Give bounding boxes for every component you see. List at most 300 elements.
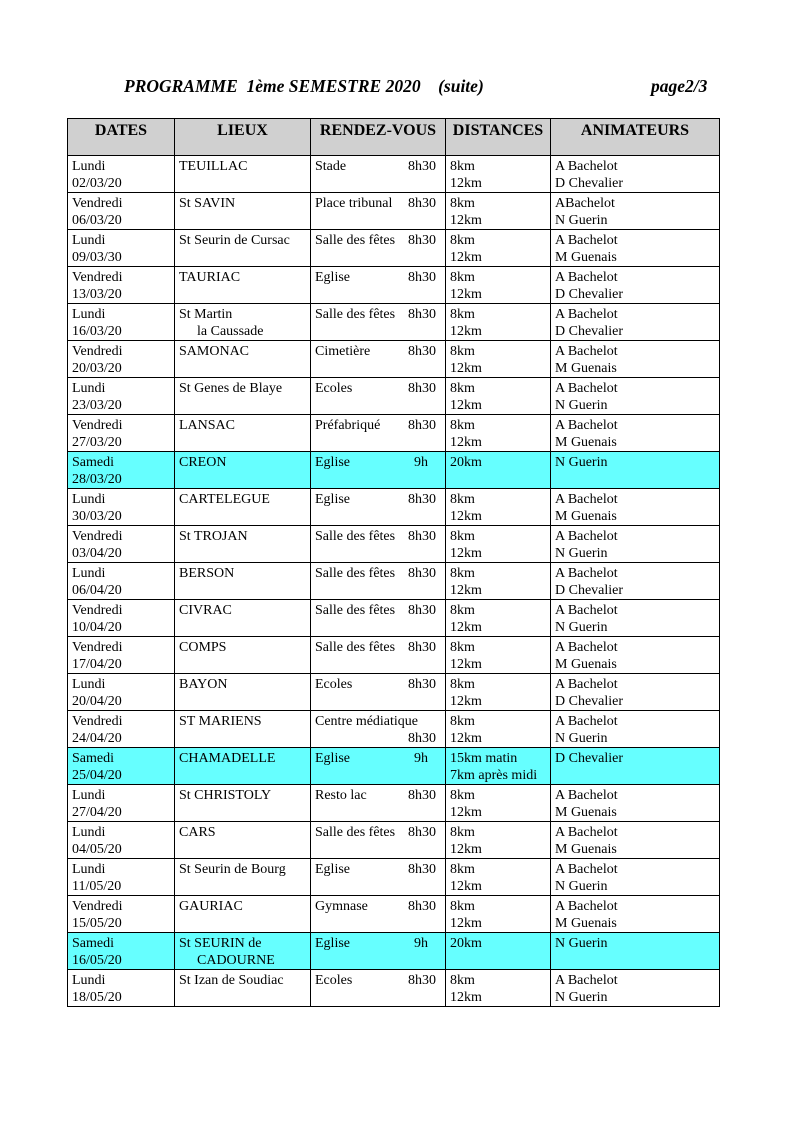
- cell-rendez-vous: [311, 526, 446, 563]
- cell-animateurs: [551, 822, 720, 859]
- cell-lieu: [175, 489, 311, 526]
- date-value: 20/04/20: [72, 694, 122, 709]
- table-row: [68, 489, 720, 526]
- cell-date: [68, 859, 175, 896]
- lieu-line: St CHRISTOLY: [179, 788, 272, 803]
- animateur-name: M Guenais: [555, 509, 617, 524]
- rendez-vous-info: [315, 417, 442, 434]
- column-header-animateurs: ANIMATEURS: [551, 119, 720, 156]
- animateur-name: A Bachelot: [555, 677, 618, 692]
- animateur-name: N Guerin: [555, 213, 608, 228]
- animateur-name: A Bachelot: [555, 492, 618, 507]
- distance-value: 12km: [450, 324, 482, 339]
- cell-date: [68, 785, 175, 822]
- page-number: page2/3: [651, 76, 708, 96]
- animateur-name: M Guenais: [555, 435, 617, 450]
- table-row: [68, 748, 720, 785]
- lieu-line: la Caussade: [197, 324, 264, 339]
- date-value: 03/04/20: [72, 546, 122, 561]
- cell-date: [68, 415, 175, 452]
- rendez-vous-time: 8h30: [408, 270, 436, 285]
- cell-date: [68, 748, 175, 785]
- date-value: 15/05/20: [72, 916, 122, 931]
- table-row: [68, 711, 720, 748]
- lieu-line: St Seurin de Cursac: [179, 233, 290, 248]
- day-name: Lundi: [72, 973, 106, 988]
- day-name: Lundi: [72, 862, 106, 877]
- day-name: Vendredi: [72, 640, 123, 655]
- distance-value: 12km: [450, 287, 482, 302]
- lieu-line: CHAMADELLE: [179, 751, 276, 766]
- cell-date: [68, 341, 175, 378]
- lieu-line: St SAVIN: [179, 196, 236, 211]
- cell-lieu: [175, 933, 311, 970]
- cell-animateurs: [551, 711, 720, 748]
- rendez-vous-info: [315, 158, 442, 175]
- animateur-name: A Bachelot: [555, 270, 618, 285]
- rendez-vous-info: [315, 639, 442, 656]
- rendez-vous-time: 9h: [414, 751, 428, 766]
- distance-value: 20km: [450, 936, 482, 951]
- cell-lieu: [175, 563, 311, 600]
- date-value: 27/03/20: [72, 435, 122, 450]
- page-header: [0, 76, 793, 98]
- rendez-vous-info: [315, 306, 442, 323]
- cell-rendez-vous: [311, 896, 446, 933]
- distance-value: 8km: [450, 566, 475, 581]
- distance-value: 8km: [450, 492, 475, 507]
- date-value: 24/04/20: [72, 731, 122, 746]
- date-value: 28/03/20: [72, 472, 122, 487]
- table-row: [68, 267, 720, 304]
- animateur-name: D Chevalier: [555, 287, 624, 302]
- cell-animateurs: [551, 896, 720, 933]
- day-name: Lundi: [72, 381, 106, 396]
- day-name: Lundi: [72, 825, 106, 840]
- distance-value: 8km: [450, 973, 475, 988]
- date-value: 30/03/20: [72, 509, 122, 524]
- cell-animateurs: [551, 933, 720, 970]
- cell-rendez-vous: [311, 415, 446, 452]
- distance-value: 8km: [450, 788, 475, 803]
- animateur-name: A Bachelot: [555, 714, 618, 729]
- animateur-name: A Bachelot: [555, 899, 618, 914]
- rendez-vous-info: [315, 491, 442, 508]
- distance-value: 8km: [450, 677, 475, 692]
- cell-rendez-vous: [311, 341, 446, 378]
- lieu-line: GAURIAC: [179, 899, 243, 914]
- animateur-name: A Bachelot: [555, 529, 618, 544]
- distance-value: 8km: [450, 640, 475, 655]
- cell-distances: [446, 452, 551, 489]
- date-value: 04/05/20: [72, 842, 122, 857]
- cell-lieu: [175, 304, 311, 341]
- rendez-vous-place: Eglise: [315, 936, 350, 951]
- rendez-vous-time: 8h30: [408, 640, 436, 655]
- cell-animateurs: [551, 526, 720, 563]
- rendez-vous-time: 9h: [414, 936, 428, 951]
- animateur-name: N Guerin: [555, 455, 608, 470]
- cell-animateurs: [551, 267, 720, 304]
- date-value: 10/04/20: [72, 620, 122, 635]
- cell-distances: [446, 970, 551, 1007]
- animateur-name: A Bachelot: [555, 825, 618, 840]
- cell-distances: [446, 378, 551, 415]
- distance-value: 12km: [450, 435, 482, 450]
- cell-animateurs: [551, 563, 720, 600]
- distance-value: 20km: [450, 455, 482, 470]
- rendez-vous-info: [315, 232, 442, 249]
- cell-lieu: [175, 748, 311, 785]
- table-row: [68, 304, 720, 341]
- cell-rendez-vous: [311, 637, 446, 674]
- cell-rendez-vous: [311, 452, 446, 489]
- cell-animateurs: [551, 489, 720, 526]
- cell-lieu: [175, 711, 311, 748]
- lieu-line: CIVRAC: [179, 603, 232, 618]
- cell-date: [68, 822, 175, 859]
- cell-distances: [446, 415, 551, 452]
- lieu-line: CADOURNE: [197, 953, 275, 968]
- cell-animateurs: [551, 156, 720, 193]
- rendez-vous-info: [315, 343, 442, 360]
- distance-value: 8km: [450, 714, 475, 729]
- cell-lieu: [175, 896, 311, 933]
- rendez-vous-time: 8h30: [408, 196, 436, 211]
- animateur-name: D Chevalier: [555, 694, 624, 709]
- cell-lieu: [175, 415, 311, 452]
- distance-value: 12km: [450, 546, 482, 561]
- rendez-vous-place: Salle des fêtes: [315, 603, 396, 618]
- rendez-vous-info: [315, 972, 442, 989]
- table-row: [68, 933, 720, 970]
- animateur-name: M Guenais: [555, 916, 617, 931]
- rendez-vous-place: Centre médiatique: [315, 714, 419, 729]
- lieu-line: St Martin: [179, 307, 233, 322]
- animateur-name: N Guerin: [555, 620, 608, 635]
- table-row: [68, 230, 720, 267]
- cell-distances: [446, 674, 551, 711]
- table-row: [68, 156, 720, 193]
- table-row: [68, 193, 720, 230]
- cell-lieu: [175, 785, 311, 822]
- date-value: 17/04/20: [72, 657, 122, 672]
- rendez-vous-info: [315, 898, 442, 915]
- table-row: [68, 563, 720, 600]
- lieu-line: St Seurin de Bourg: [179, 862, 286, 877]
- cell-animateurs: [551, 341, 720, 378]
- cell-date: [68, 526, 175, 563]
- distance-value: 12km: [450, 361, 482, 376]
- cell-date: [68, 600, 175, 637]
- rendez-vous-place: Salle des fêtes: [315, 529, 396, 544]
- rendez-vous-time: 8h30: [408, 381, 436, 396]
- day-name: Lundi: [72, 788, 106, 803]
- rendez-vous-time: 8h30: [408, 418, 436, 433]
- animateur-name: M Guenais: [555, 805, 617, 820]
- distance-value: 8km: [450, 159, 475, 174]
- cell-animateurs: [551, 674, 720, 711]
- table-row: [68, 600, 720, 637]
- lieu-line: St Genes de Blaye: [179, 381, 283, 396]
- cell-rendez-vous: [311, 859, 446, 896]
- date-value: 13/03/20: [72, 287, 122, 302]
- cell-animateurs: [551, 785, 720, 822]
- animateur-name: A Bachelot: [555, 381, 618, 396]
- distance-value: 12km: [450, 694, 482, 709]
- animateur-name: A Bachelot: [555, 603, 618, 618]
- animateur-name: N Guerin: [555, 936, 608, 951]
- rendez-vous-place: Gymnase: [315, 899, 368, 914]
- rendez-vous-info: [315, 380, 442, 397]
- cell-animateurs: [551, 748, 720, 785]
- cell-date: [68, 230, 175, 267]
- rendez-vous-place: Eglise: [315, 270, 350, 285]
- animateur-name: A Bachelot: [555, 418, 618, 433]
- cell-distances: [446, 896, 551, 933]
- cell-rendez-vous: [311, 193, 446, 230]
- cell-lieu: [175, 156, 311, 193]
- animateur-name: A Bachelot: [555, 566, 618, 581]
- cell-lieu: [175, 378, 311, 415]
- animateur-name: A Bachelot: [555, 233, 618, 248]
- animateur-name: A Bachelot: [555, 307, 618, 322]
- distance-value: 15km matin: [450, 751, 518, 766]
- cell-animateurs: [551, 970, 720, 1007]
- rendez-vous-place: Salle des fêtes: [315, 825, 396, 840]
- animateur-name: M Guenais: [555, 842, 617, 857]
- cell-rendez-vous: [311, 785, 446, 822]
- distance-value: 12km: [450, 176, 482, 191]
- rendez-vous-time: 8h30: [408, 899, 436, 914]
- table-row: [68, 859, 720, 896]
- distance-value: 8km: [450, 381, 475, 396]
- rendez-vous-time: 8h30: [408, 677, 436, 692]
- distance-value: 8km: [450, 825, 475, 840]
- program-table: [67, 118, 720, 1007]
- lieu-line: TEUILLAC: [179, 159, 248, 174]
- rendez-vous-time: 8h30: [408, 973, 436, 988]
- cell-date: [68, 304, 175, 341]
- date-value: 23/03/20: [72, 398, 122, 413]
- date-value: 25/04/20: [72, 768, 122, 783]
- cell-rendez-vous: [311, 822, 446, 859]
- date-value: 02/03/20: [72, 176, 122, 191]
- table-row: [68, 415, 720, 452]
- rendez-vous-place: Salle des fêtes: [315, 566, 396, 581]
- table-row: [68, 452, 720, 489]
- cell-animateurs: [551, 859, 720, 896]
- cell-rendez-vous: [311, 230, 446, 267]
- rendez-vous-info: [315, 935, 442, 952]
- rendez-vous-place: Eglise: [315, 455, 350, 470]
- cell-distances: [446, 748, 551, 785]
- rendez-vous-time: 8h30: [408, 788, 436, 803]
- distance-value: 12km: [450, 879, 482, 894]
- cell-rendez-vous: [311, 156, 446, 193]
- cell-distances: [446, 267, 551, 304]
- cell-date: [68, 896, 175, 933]
- day-name: Lundi: [72, 233, 106, 248]
- rendez-vous-place: Cimetière: [315, 344, 371, 359]
- cell-date: [68, 489, 175, 526]
- rendez-vous-info: [315, 269, 442, 286]
- rendez-vous-info: [315, 454, 442, 471]
- cell-distances: [446, 230, 551, 267]
- cell-animateurs: [551, 304, 720, 341]
- rendez-vous-place: Salle des fêtes: [315, 307, 396, 322]
- cell-lieu: [175, 674, 311, 711]
- cell-date: [68, 711, 175, 748]
- cell-lieu: [175, 230, 311, 267]
- cell-animateurs: [551, 600, 720, 637]
- rendez-vous-place: Eglise: [315, 862, 350, 877]
- distance-value: 12km: [450, 990, 482, 1005]
- cell-animateurs: [551, 637, 720, 674]
- cell-distances: [446, 526, 551, 563]
- distance-value: 8km: [450, 418, 475, 433]
- cell-lieu: [175, 859, 311, 896]
- cell-lieu: [175, 193, 311, 230]
- lieu-line: TAURIAC: [179, 270, 241, 285]
- day-name: Samedi: [72, 751, 114, 766]
- cell-lieu: [175, 526, 311, 563]
- rendez-vous-place: Ecoles: [315, 677, 353, 692]
- lieu-line: St SEURIN de: [179, 936, 262, 951]
- distance-value: 12km: [450, 657, 482, 672]
- lieu-line: SAMONAC: [179, 344, 250, 359]
- animateur-name: A Bachelot: [555, 862, 618, 877]
- lieu-line: BAYON: [179, 677, 228, 692]
- column-header-dates: DATES: [68, 119, 175, 156]
- animateur-name: M Guenais: [555, 361, 617, 376]
- rendez-vous-info: [315, 565, 442, 582]
- rendez-vous-time: 8h30: [408, 731, 436, 746]
- rendez-vous-time: 8h30: [408, 825, 436, 840]
- distance-value: 8km: [450, 603, 475, 618]
- rendez-vous-time: 8h30: [408, 862, 436, 877]
- animateur-name: D Chevalier: [555, 583, 624, 598]
- cell-rendez-vous: [311, 489, 446, 526]
- day-name: Samedi: [72, 455, 114, 470]
- rendez-vous-place: Salle des fêtes: [315, 640, 396, 655]
- distance-value: 12km: [450, 842, 482, 857]
- distance-value: 12km: [450, 583, 482, 598]
- cell-distances: [446, 933, 551, 970]
- rendez-vous-place: Resto lac: [315, 788, 367, 803]
- day-name: Vendredi: [72, 196, 123, 211]
- distance-value: 12km: [450, 620, 482, 635]
- day-name: Vendredi: [72, 344, 123, 359]
- rendez-vous-time: 8h30: [408, 159, 436, 174]
- rendez-vous-time: 8h30: [408, 603, 436, 618]
- date-value: 06/03/20: [72, 213, 122, 228]
- cell-distances: [446, 822, 551, 859]
- cell-lieu: [175, 970, 311, 1007]
- rendez-vous-time: 8h30: [408, 566, 436, 581]
- rendez-vous-info: [315, 861, 442, 878]
- cell-date: [68, 563, 175, 600]
- rendez-vous-info: [315, 528, 442, 545]
- table-row: [68, 785, 720, 822]
- cell-date: [68, 674, 175, 711]
- cell-distances: [446, 785, 551, 822]
- animateur-name: A Bachelot: [555, 159, 618, 174]
- cell-rendez-vous: [311, 563, 446, 600]
- cell-animateurs: [551, 415, 720, 452]
- rendez-vous-place: Eglise: [315, 492, 350, 507]
- cell-animateurs: [551, 230, 720, 267]
- rendez-vous-place: Salle des fêtes: [315, 233, 396, 248]
- cell-animateurs: [551, 193, 720, 230]
- animateur-name: N Guerin: [555, 879, 608, 894]
- rendez-vous-place: Stade: [315, 159, 347, 174]
- day-name: Vendredi: [72, 714, 123, 729]
- cell-date: [68, 933, 175, 970]
- page-title: PROGRAMME 1ème SEMESTRE 2020 (suite): [124, 76, 484, 96]
- distance-value: 7km après midi: [450, 768, 538, 783]
- cell-animateurs: [551, 378, 720, 415]
- rendez-vous-place: Place tribunal: [315, 196, 393, 211]
- cell-rendez-vous: [311, 933, 446, 970]
- date-value: 20/03/20: [72, 361, 122, 376]
- day-name: Lundi: [72, 677, 106, 692]
- animateur-name: M Guenais: [555, 657, 617, 672]
- table-row: [68, 378, 720, 415]
- lieu-line: CARTELEGUE: [179, 492, 270, 507]
- cell-lieu: [175, 637, 311, 674]
- column-header-distances: DISTANCES: [446, 119, 551, 156]
- rendez-vous-time: 8h30: [408, 233, 436, 248]
- cell-rendez-vous: [311, 600, 446, 637]
- distance-value: 12km: [450, 509, 482, 524]
- table-row: [68, 896, 720, 933]
- cell-lieu: [175, 600, 311, 637]
- cell-rendez-vous: [311, 711, 446, 748]
- table-row: [68, 674, 720, 711]
- table-row: [68, 341, 720, 378]
- rendez-vous-info: [315, 787, 442, 804]
- animateur-name: A Bachelot: [555, 788, 618, 803]
- date-value: 27/04/20: [72, 805, 122, 820]
- cell-lieu: [175, 822, 311, 859]
- distance-value: 8km: [450, 344, 475, 359]
- distance-value: 8km: [450, 899, 475, 914]
- rendez-vous-place: Ecoles: [315, 973, 353, 988]
- cell-distances: [446, 859, 551, 896]
- table-row: [68, 526, 720, 563]
- lieu-line: COMPS: [179, 640, 227, 655]
- rendez-vous-place: Eglise: [315, 751, 350, 766]
- animateur-name: N Guerin: [555, 731, 608, 746]
- animateur-name: A Bachelot: [555, 640, 618, 655]
- column-header-rendez-vous: RENDEZ-VOUS: [311, 119, 446, 156]
- cell-date: [68, 452, 175, 489]
- animateur-name: D Chevalier: [555, 751, 624, 766]
- rendez-vous-time: 8h30: [408, 529, 436, 544]
- distance-value: 8km: [450, 233, 475, 248]
- day-name: Lundi: [72, 492, 106, 507]
- distance-value: 12km: [450, 731, 482, 746]
- rendez-vous-info: [315, 602, 442, 619]
- day-name: Vendredi: [72, 529, 123, 544]
- animateur-name: ABachelot: [555, 196, 615, 211]
- animateur-name: N Guerin: [555, 398, 608, 413]
- animateur-name: N Guerin: [555, 990, 608, 1005]
- distance-value: 8km: [450, 307, 475, 322]
- cell-distances: [446, 193, 551, 230]
- cell-rendez-vous: [311, 378, 446, 415]
